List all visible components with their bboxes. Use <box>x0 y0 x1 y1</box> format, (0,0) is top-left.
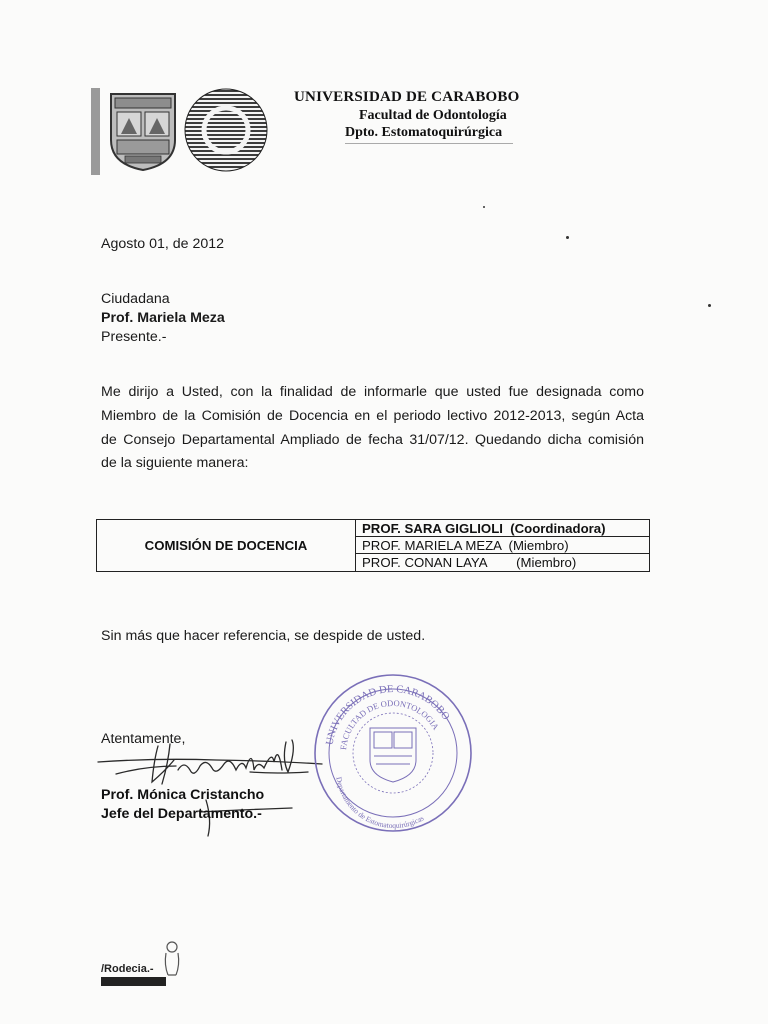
stamp-outer-text: UNIVERSIDAD DE CARABOBO <box>324 683 452 746</box>
university-crest-logo <box>107 90 179 172</box>
university-name: UNIVERSIDAD DE CARABOBO <box>294 89 520 105</box>
stamp-inner-text: FACULTAD DE ODONTOLOGIA <box>338 697 442 751</box>
salutation: Ciudadana <box>101 291 170 307</box>
footer-initials: /Rodecia.- <box>101 963 154 975</box>
recipient-name: Prof. Mariela Meza <box>101 310 225 326</box>
scan-speck <box>566 236 569 239</box>
committee-table <box>96 519 650 572</box>
body-line: Me dirijo a Usted, con la finalidad de informarle que usted fue designada como <box>101 384 644 400</box>
sign-off: Atentamente, <box>101 731 186 747</box>
committee-title: COMISIÓN DE DOCENCIA <box>97 520 356 571</box>
letter-date: Agosto 01, de 2012 <box>101 236 225 252</box>
presente-line: Presente.- <box>101 329 167 345</box>
footer-bar <box>101 977 166 986</box>
handwritten-signature <box>96 730 336 840</box>
faculty-disc-logo <box>184 88 268 172</box>
scan-speck <box>708 304 711 307</box>
scan-speck <box>483 206 485 208</box>
figurine-watermark <box>156 939 186 979</box>
committee-member: PROF. CONAN LAYA (Miembro) <box>362 555 577 570</box>
svg-text:Departamento de Estomatoquirúr <box>334 776 425 830</box>
body-line: de Consejo Departamental Ampliado de fecha 31/07/12. Quedando dicha comisión <box>101 431 644 448</box>
signer-name: Prof. Mónica Cristancho <box>101 787 265 803</box>
faculty-name: Facultad de Odontología <box>359 108 507 123</box>
official-stamp <box>312 672 474 834</box>
letterhead-bar <box>91 88 100 175</box>
body-line: de la siguiente manera: <box>101 455 249 472</box>
letter-body <box>101 381 644 476</box>
signer-role: Jefe del Departamento.- <box>101 806 262 822</box>
committee-member: PROF. SARA GIGLIOLI (Coordinadora) <box>356 520 650 537</box>
department-name: Dpto. Estomatoquirúrgica <box>345 125 513 144</box>
stamp-bottom-text: Departamento de Estomatoquirúrgicas <box>334 776 426 831</box>
committee-member: PROF. MARIELA MEZA (Miembro) <box>356 537 650 554</box>
body-line: Miembro de la Comisión de Docencia en el periodo lectivo 2012-2013, según Acta <box>101 407 644 424</box>
closing-line: Sin más que hacer referencia, se despide de usted. <box>101 628 426 644</box>
